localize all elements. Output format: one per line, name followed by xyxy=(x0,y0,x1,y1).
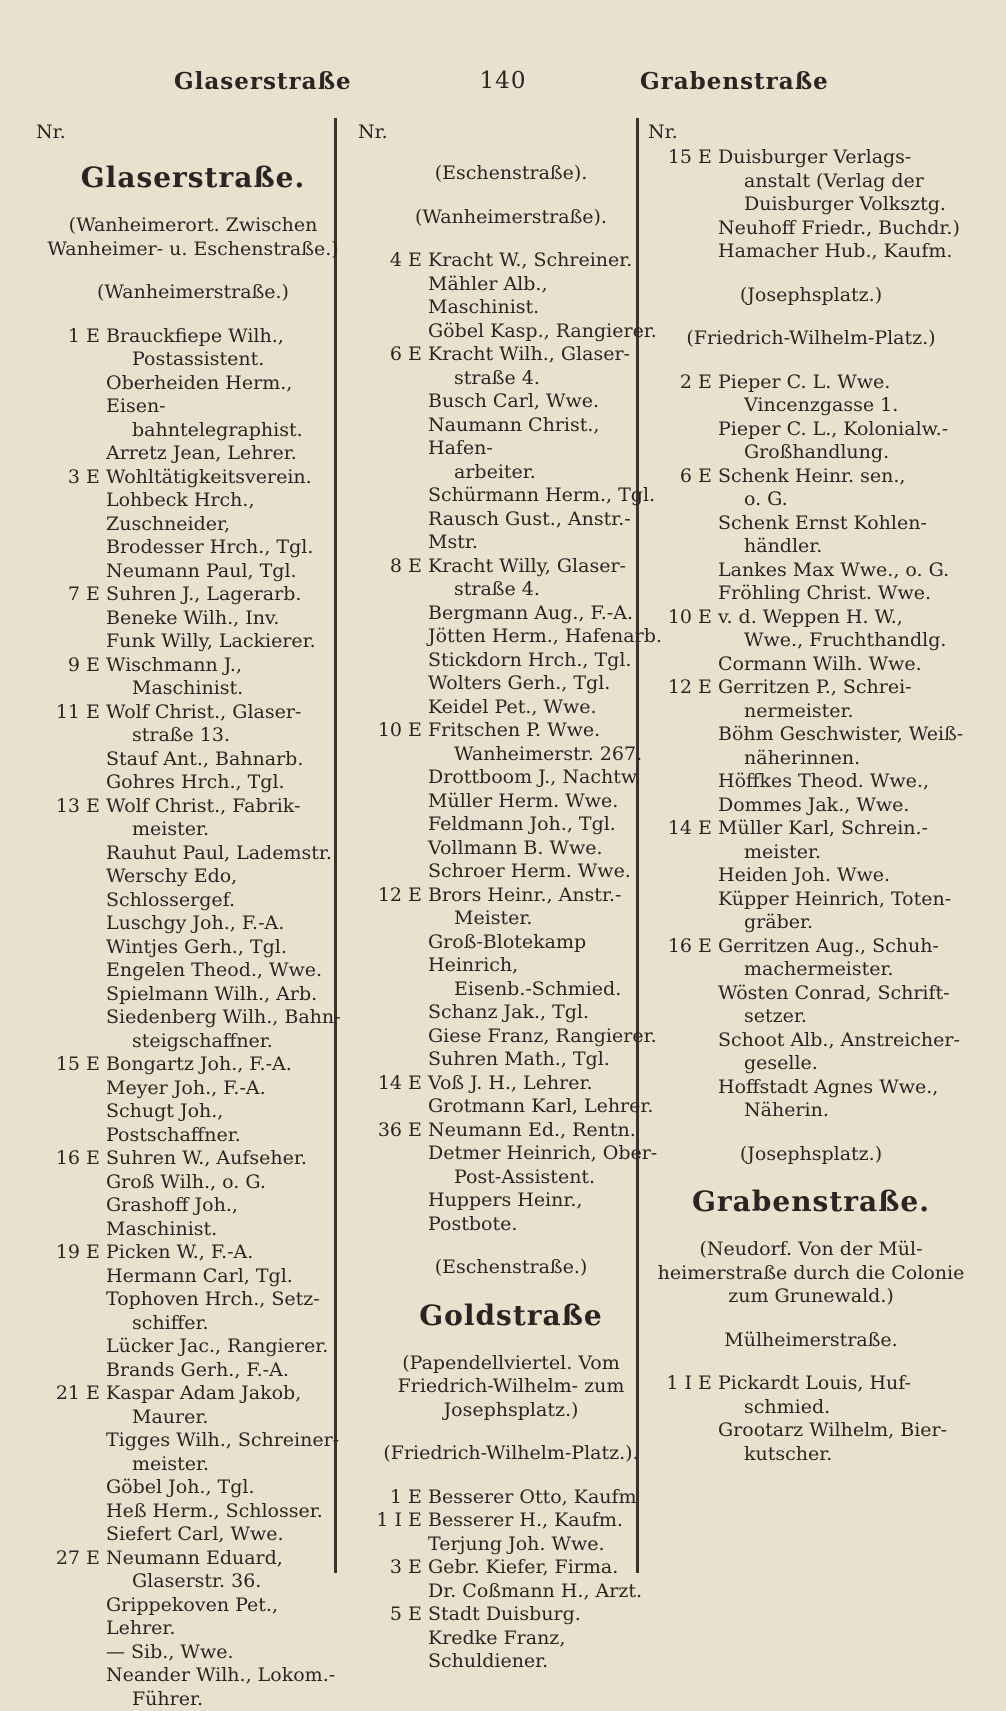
entry-line xyxy=(358,555,664,579)
entry-line: Schroer Herm. Wwe. xyxy=(358,860,664,884)
entry-line: Göbel Kasp., Rangierer. xyxy=(358,320,664,344)
entry-text: Neumann Ed., Rentn. xyxy=(428,1119,664,1143)
entry-line: Brodesser Hrch., Tgl. xyxy=(36,536,350,560)
entry-line: Grippekoven Pet., Lehrer. xyxy=(36,1594,350,1641)
entry-line: Hermann Carl, Tgl. xyxy=(36,1265,350,1289)
entry-line xyxy=(648,371,974,395)
entry-text: Suhren J., Lagerarb. xyxy=(106,583,350,607)
owner-marker: E xyxy=(408,719,428,743)
entry-line: Lücker Jac., Rangierer. xyxy=(36,1335,350,1359)
entry-list xyxy=(648,371,974,1123)
entry-line: meister. xyxy=(36,1453,350,1477)
entry-line: Busch Carl, Wwe. xyxy=(358,390,664,414)
entry-line: Keidel Pet., Wwe. xyxy=(358,696,664,720)
street-description: (Wanheimerort. Zwischen Wanheimer- u. Eschenstraße.) xyxy=(36,214,350,261)
entry-text: Gerritzen P., Schrei- xyxy=(718,676,974,700)
entry-line: Mähler Alb., Maschinist. xyxy=(358,273,664,320)
house-number: 2 xyxy=(648,371,698,395)
running-head-left: Glaserstraße xyxy=(174,68,352,95)
nr-heading: Nr. xyxy=(648,118,974,146)
entry-line: Neander Wilh., Lokom.- xyxy=(36,1664,350,1688)
column-2 xyxy=(358,118,664,1674)
owner-marker: E xyxy=(408,1119,428,1143)
entry-list xyxy=(358,1486,664,1674)
street-title: Glaserstraße. xyxy=(36,162,350,194)
entry-line: Wwe., Fruchthandlg. xyxy=(648,629,974,653)
entry-line xyxy=(358,1486,664,1510)
entry-line: Hamacher Hub., Kaufm. xyxy=(648,240,974,264)
entry-line: Feldmann Joh., Tgl. xyxy=(358,813,664,837)
entry-text: Brauckfiepe Wilh., xyxy=(106,325,350,349)
entry-line xyxy=(358,1072,664,1096)
entry-line: Terjung Joh. Wwe. xyxy=(358,1533,664,1557)
house-number: 1 xyxy=(36,325,86,349)
entry-line: Oberheiden Herm., Eisen- xyxy=(36,372,350,419)
owner-marker: E xyxy=(86,795,106,819)
entry-line: Rausch Gust., Anstr.-Mstr. xyxy=(358,508,664,555)
entry-line: Schoot Alb., Anstreicher- xyxy=(648,1029,974,1053)
entry-line: straße 4. xyxy=(358,367,664,391)
entry-line xyxy=(358,343,664,367)
cross-street: (Friedrich-Wilhelm-Platz.) xyxy=(648,327,974,351)
house-number: 1 xyxy=(358,1486,408,1510)
entry-line: Hoffstadt Agnes Wwe., xyxy=(648,1076,974,1100)
entry-line: Rauhut Paul, Lademstr. xyxy=(36,842,350,866)
entry-text: Kracht Wilh., Glaser- xyxy=(428,343,664,367)
nr-heading: Nr. xyxy=(36,118,350,146)
house-number: 21 xyxy=(36,1382,86,1406)
house-number: 6 xyxy=(358,343,408,367)
entry-line: Groß-Blotekamp Heinrich, xyxy=(358,931,664,978)
entry-line: Führer. xyxy=(36,1688,350,1711)
entry-line xyxy=(36,1382,350,1406)
entry-line: Neuhoff Friedr., Buchdr.) xyxy=(648,217,974,241)
entry-list xyxy=(648,1372,974,1466)
owner-marker: E xyxy=(86,466,106,490)
entry-text: Kracht Willy, Glaser- xyxy=(428,555,664,579)
entry-line xyxy=(358,1556,664,1580)
entry-line xyxy=(36,654,350,678)
entry-line: Giese Franz, Rangierer. xyxy=(358,1025,664,1049)
entry-line: — Sib., Wwe. xyxy=(36,1641,350,1665)
entry-line xyxy=(648,817,974,841)
cross-street: (Josephsplatz.) xyxy=(648,284,974,308)
entry-line: Pieper C. L., Kolonialw.- xyxy=(648,418,974,442)
owner-marker: E xyxy=(698,371,718,395)
entry-line: Huppers Heinr., Postbote. xyxy=(358,1189,664,1236)
entry-line: Fröhling Christ. Wwe. xyxy=(648,582,974,606)
entry-line: Cormann Wilh. Wwe. xyxy=(648,653,974,677)
entry-line: setzer. xyxy=(648,1005,974,1029)
street-description: (Papendellviertel. Vom Friedrich-Wilhelm- zum Josephsplatz.) xyxy=(358,1352,664,1423)
entry-line: Werschy Edo, Schlossergef. xyxy=(36,865,350,912)
entry-line: Küpper Heinrich, Toten- xyxy=(648,888,974,912)
entry-line: Näherin. xyxy=(648,1099,974,1123)
entry-line: Gohres Hrch., Tgl. xyxy=(36,771,350,795)
house-number: 3 xyxy=(358,1556,408,1580)
entry-line: gräber. xyxy=(648,911,974,935)
entry-line: Lohbeck Hrch., Zuschneider, xyxy=(36,489,350,536)
entry-text: Pieper C. L. Wwe. xyxy=(718,371,974,395)
entry-text: Neumann Eduard, xyxy=(106,1547,350,1571)
entry-line: Wolters Gerh., Tgl. xyxy=(358,672,664,696)
entry-line: Jötten Herm., Hafenarb. xyxy=(358,625,664,649)
entry-line: Tigges Wilh., Schreiner- xyxy=(36,1429,350,1453)
entry-text: Voß J. H., Lehrer. xyxy=(428,1072,664,1096)
entry-line xyxy=(358,884,664,908)
entry-line: anstalt (Verlag der xyxy=(648,170,974,194)
entry-line: händler. xyxy=(648,535,974,559)
entry-text: Duisburger Verlags- xyxy=(718,146,974,170)
entry-line xyxy=(36,1547,350,1571)
entry-line: arbeiter. xyxy=(358,461,664,485)
entry-line: Böhm Geschwister, Weiß- xyxy=(648,723,974,747)
owner-marker: E xyxy=(698,817,718,841)
house-number: 10 xyxy=(648,606,698,630)
entry-text: v. d. Weppen H. W., xyxy=(718,606,974,630)
entry-line: Wösten Conrad, Schrift- xyxy=(648,982,974,1006)
house-number: 3 xyxy=(36,466,86,490)
page-number: 140 xyxy=(0,68,1006,94)
entry-line xyxy=(358,1603,664,1627)
entry-line: Dommes Jak., Wwe. xyxy=(648,794,974,818)
entry-line: Großhandlung. xyxy=(648,441,974,465)
house-number: 19 xyxy=(36,1241,86,1265)
entry-line: geselle. xyxy=(648,1052,974,1076)
column-1 xyxy=(36,118,350,1711)
cross-street: (Friedrich-Wilhelm-Platz.). xyxy=(358,1442,664,1466)
entry-text: Besserer Otto, Kaufm xyxy=(428,1486,664,1510)
entry-line: schiffer. xyxy=(36,1312,350,1336)
entry-list xyxy=(358,249,664,1236)
cross-street: (Eschenstraße). xyxy=(358,162,664,186)
house-number: 14 xyxy=(358,1072,408,1096)
owner-marker: E xyxy=(408,1556,428,1580)
entry-line: Wanheimerstr. 267. xyxy=(358,743,664,767)
house-number: 11 xyxy=(36,701,86,725)
nr-heading: Nr. xyxy=(358,118,664,146)
entry-line: Müller Herm. Wwe. xyxy=(358,790,664,814)
entry-line: Post-Assistent. xyxy=(358,1166,664,1190)
street-title: Grabenstraße. xyxy=(648,1186,974,1218)
entry-line: Stauf Ant., Bahnarb. xyxy=(36,748,350,772)
entry-line: Vollmann B. Wwe. xyxy=(358,837,664,861)
house-number: 4 xyxy=(358,249,408,273)
street-title: Goldstraße xyxy=(358,1300,664,1332)
house-number: 1 I xyxy=(358,1509,408,1533)
house-number: 15 xyxy=(36,1053,86,1077)
entry-line: Grotmann Karl, Lehrer. xyxy=(358,1095,664,1119)
owner-marker: E xyxy=(86,583,106,607)
entry-line xyxy=(358,719,664,743)
owner-marker: E xyxy=(698,676,718,700)
entry-line: Engelen Theod., Wwe. xyxy=(36,959,350,983)
entry-line: kutscher. xyxy=(648,1443,974,1467)
entry-line xyxy=(36,1053,350,1077)
column-3 xyxy=(648,118,974,1466)
entry-text: Gebr. Kiefer, Firma. xyxy=(428,1556,664,1580)
entry-line: Vincenzgasse 1. xyxy=(648,394,974,418)
entry-line: Schanz Jak., Tgl. xyxy=(358,1001,664,1025)
house-number: 1 I xyxy=(648,1372,698,1396)
entry-line xyxy=(648,676,974,700)
house-number: 14 xyxy=(648,817,698,841)
entry-line: Grashoff Joh., Maschinist. xyxy=(36,1194,350,1241)
entry-line: Maschinist. xyxy=(36,677,350,701)
street-description: (Neudorf. Von der Mül-heimerstraße durch die Colonie zum Grunewald.) xyxy=(648,1238,974,1309)
owner-marker: E xyxy=(86,1382,106,1406)
owner-marker: E xyxy=(408,1603,428,1627)
entry-line xyxy=(36,795,350,819)
entry-text: Kracht W., Schreiner. xyxy=(428,249,664,273)
entry-line: Göbel Joh., Tgl. xyxy=(36,1476,350,1500)
entry-text: Gerritzen Aug., Schuh- xyxy=(718,935,974,959)
house-number: 12 xyxy=(648,676,698,700)
entry-line: Maurer. xyxy=(36,1406,350,1430)
owner-marker: E xyxy=(698,465,718,489)
house-number: 36 xyxy=(358,1119,408,1143)
entry-line: Spielmann Wilh., Arb. xyxy=(36,983,350,1007)
entry-line xyxy=(36,1241,350,1265)
entry-line: Heiden Joh. Wwe. xyxy=(648,864,974,888)
entry-line: Postassistent. xyxy=(36,348,350,372)
entry-line xyxy=(358,1119,664,1143)
cross-street: (Wanheimerstraße). xyxy=(358,206,664,230)
house-number: 13 xyxy=(36,795,86,819)
house-number: 6 xyxy=(648,465,698,489)
owner-marker: E xyxy=(698,935,718,959)
house-number: 12 xyxy=(358,884,408,908)
house-number: 7 xyxy=(36,583,86,607)
entry-line: Lankes Max Wwe., o. G. xyxy=(648,559,974,583)
entry-line: Detmer Heinrich, Ober- xyxy=(358,1142,664,1166)
entry-line: Eisenb.-Schmied. xyxy=(358,978,664,1002)
entry-text: Wolf Christ., Fabrik- xyxy=(106,795,350,819)
owner-marker: E xyxy=(698,146,718,170)
entry-line: Neumann Paul, Tgl. xyxy=(36,560,350,584)
cross-street: (Josephsplatz.) xyxy=(648,1143,974,1167)
house-number: 27 xyxy=(36,1547,86,1571)
entry-line xyxy=(36,466,350,490)
entry-line: Tophoven Hrch., Setz- xyxy=(36,1288,350,1312)
house-number: 15 xyxy=(648,146,698,170)
entry-text: Suhren W., Aufseher. xyxy=(106,1147,350,1171)
entry-text: Müller Karl, Schrein.- xyxy=(718,817,974,841)
entry-line: Brands Gerh., F.-A. xyxy=(36,1359,350,1383)
entry-line xyxy=(358,1509,664,1533)
entry-line: steigschaffner. xyxy=(36,1030,350,1054)
entry-list xyxy=(648,146,974,264)
cross-street: (Wanheimerstraße.) xyxy=(36,281,350,305)
entry-line: meister. xyxy=(36,818,350,842)
entry-line: Siefert Carl, Wwe. xyxy=(36,1523,350,1547)
entry-line: Siedenberg Wilh., Bahn- xyxy=(36,1006,350,1030)
entry-line: schmied. xyxy=(648,1396,974,1420)
entry-line: Beneke Wilh., Inv. xyxy=(36,607,350,631)
entry-text: Pickardt Louis, Huf- xyxy=(718,1372,974,1396)
entry-text: Picken W., F.-A. xyxy=(106,1241,350,1265)
owner-marker: E xyxy=(86,1147,106,1171)
entry-line: näherinnen. xyxy=(648,747,974,771)
entry-line xyxy=(648,606,974,630)
entry-line: Schenk Ernst Kohlen- xyxy=(648,512,974,536)
cross-street: (Eschenstraße.) xyxy=(358,1256,664,1280)
entry-line: Meister. xyxy=(358,907,664,931)
entry-line: Stickdorn Hrch., Tgl. xyxy=(358,649,664,673)
owner-marker: E xyxy=(408,1486,428,1510)
entry-text: Wischmann J., xyxy=(106,654,350,678)
entry-line: Groß Wilh., o. G. xyxy=(36,1171,350,1195)
entry-line: Schürmann Herm., Tgl. xyxy=(358,484,664,508)
entry-line: Höffkes Theod. Wwe., xyxy=(648,770,974,794)
owner-marker: E xyxy=(408,343,428,367)
owner-marker: E xyxy=(86,654,106,678)
entry-text: Besserer H., Kaufm. xyxy=(428,1509,664,1533)
entry-line: Duisburger Volksztg. xyxy=(648,193,974,217)
owner-marker: E xyxy=(86,325,106,349)
owner-marker: E xyxy=(408,249,428,273)
entry-line xyxy=(648,146,974,170)
entry-line: o. G. xyxy=(648,488,974,512)
entry-list xyxy=(36,325,350,1711)
owner-marker: E xyxy=(408,1072,428,1096)
entry-line xyxy=(36,1147,350,1171)
entry-line: meister. xyxy=(648,841,974,865)
entry-line: Arretz Jean, Lehrer. xyxy=(36,442,350,466)
entry-line: Dr. Coßmann H., Arzt. xyxy=(358,1580,664,1604)
entry-line xyxy=(36,701,350,725)
owner-marker: E xyxy=(698,1372,718,1396)
entry-line: Grootarz Wilhelm, Bier- xyxy=(648,1419,974,1443)
entry-line xyxy=(36,325,350,349)
entry-text: Bongartz Joh., F.-A. xyxy=(106,1053,350,1077)
owner-marker: E xyxy=(86,1547,106,1571)
owner-marker: E xyxy=(408,555,428,579)
entry-line: Luschgy Joh., F.-A. xyxy=(36,912,350,936)
entry-line: Bergmann Aug., F.-A. xyxy=(358,602,664,626)
entry-text: Wolf Christ., Glaser- xyxy=(106,701,350,725)
entry-line: bahntelegraphist. xyxy=(36,419,350,443)
house-number: 16 xyxy=(648,935,698,959)
owner-marker: E xyxy=(86,1053,106,1077)
entry-line: Drottboom J., Nachtw. xyxy=(358,766,664,790)
entry-line xyxy=(648,465,974,489)
entry-text: Kaspar Adam Jakob, xyxy=(106,1382,350,1406)
entry-line: machermeister. xyxy=(648,958,974,982)
entry-line xyxy=(36,583,350,607)
entry-line xyxy=(358,249,664,273)
house-number: 10 xyxy=(358,719,408,743)
house-number: 5 xyxy=(358,1603,408,1627)
entry-line: Suhren Math., Tgl. xyxy=(358,1048,664,1072)
running-head-right: Grabenstraße xyxy=(640,68,829,95)
entry-line xyxy=(648,1372,974,1396)
owner-marker: E xyxy=(408,884,428,908)
entry-line: Schugt Joh., Postschaffner. xyxy=(36,1100,350,1147)
entry-line xyxy=(648,935,974,959)
owner-marker: E xyxy=(698,606,718,630)
entry-line: nermeister. xyxy=(648,700,974,724)
owner-marker: E xyxy=(86,1241,106,1265)
owner-marker: E xyxy=(408,1509,428,1533)
entry-line: Kredke Franz, Schuldiener. xyxy=(358,1627,664,1674)
entry-line: Meyer Joh., F.-A. xyxy=(36,1077,350,1101)
owner-marker: E xyxy=(86,701,106,725)
entry-line: Naumann Christ., Hafen- xyxy=(358,414,664,461)
house-number: 16 xyxy=(36,1147,86,1171)
cross-street: Mülheimerstraße. xyxy=(648,1329,974,1353)
entry-line: straße 13. xyxy=(36,724,350,748)
house-number: 8 xyxy=(358,555,408,579)
entry-line: Heß Herm., Schlosser. xyxy=(36,1500,350,1524)
entry-line: Funk Willy, Lackierer. xyxy=(36,630,350,654)
entry-text: Wohltätigkeitsverein. xyxy=(106,466,350,490)
entry-text: Brors Heinr., Anstr.- xyxy=(428,884,664,908)
entry-text: Stadt Duisburg. xyxy=(428,1603,664,1627)
entry-line: straße 4. xyxy=(358,578,664,602)
entry-line: Glaserstr. 36. xyxy=(36,1570,350,1594)
entry-text: Schenk Heinr. sen., xyxy=(718,465,974,489)
house-number: 9 xyxy=(36,654,86,678)
entry-line: Wintjes Gerh., Tgl. xyxy=(36,936,350,960)
entry-text: Fritschen P. Wwe. xyxy=(428,719,664,743)
